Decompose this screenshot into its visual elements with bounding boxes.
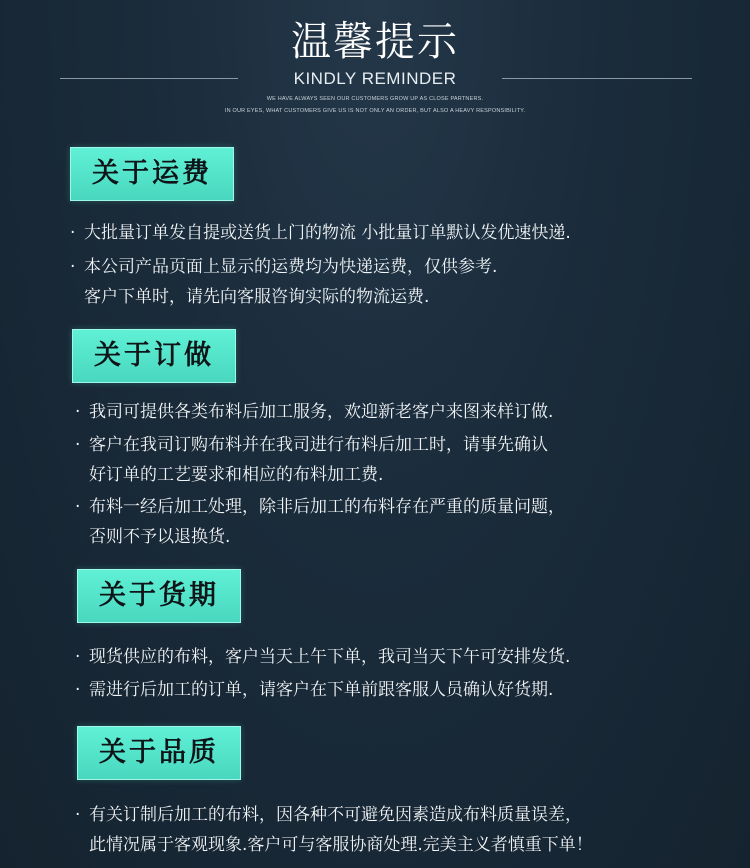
page-header [0,0,750,120]
item-text: 我司可提供各类布料后加工服务，欢迎新老客户来图来样订做. [89,402,554,422]
item-text: 需进行后加工的订单，请客户在下单前跟客服人员确认好货期. [89,680,554,700]
tagline-2: IN OUR EYES, WHAT CUSTOMERS GIVE US IS NOT ONLY AN ORDER, BUT ALSO A HEAVY RESPONSIBILITY. [224,108,526,114]
page-title: 温馨提示 [291,19,459,65]
bullet-icon: · [75,497,81,517]
item-text: 客户在我司订购布料并在我司进行布料后加工时，请事先确认 [89,435,548,455]
section-heading: 关于运费 [70,147,234,201]
item-text-continued: 否则不予以退换货. [89,527,231,547]
bullet-icon: · [70,257,76,277]
item-text: 布料一经后加工处理，除非后加工的布料存在严重的质量问题， [89,497,565,517]
item-text-continued: 好订单的工艺要求和相应的布料加工费. [89,465,384,485]
list-item [70,252,497,312]
item-text: 现货供应的布料，客户当天上午下单，我司当天下午可安排发货. [89,647,571,667]
section-heading: 关于货期 [77,569,241,623]
list-item [75,675,553,705]
bullet-icon: · [75,402,81,422]
item-text-continued: 客户下单时，请先向客服咨询实际的物流运费. [84,287,430,307]
section-heading: 关于品质 [77,726,241,780]
item-text: 本公司产品页面上显示的运费均为快递运费，仅供参考. [84,257,498,277]
list-item [75,800,593,860]
section-heading: 关于订做 [72,329,236,383]
item-text: 有关订制后加工的布料，因各种不可避免因素造成布料质量误差， [89,805,582,825]
list-item [75,492,565,552]
tagline-1: WE HAVE ALWAYS SEEN OUR CUSTOMERS GROW UP AS CLOSE PARTNERS. [266,96,484,102]
item-text-continued: 此情况属于客观现象.客户可与客服协商处理.完美主义者慎重下单！ [89,835,593,855]
list-item [70,218,571,248]
bullet-icon: · [75,647,81,667]
list-item [75,642,570,672]
bullet-icon: · [70,223,76,243]
bullet-icon: · [75,680,81,700]
list-item [75,430,548,490]
page-subtitle: KINDLY REMINDER [293,69,457,88]
divider-right [502,78,692,79]
bullet-icon: · [75,435,81,455]
item-text: 大批量订单发自提或送货上门的物流 小批量订单默认发优速快递. [84,223,571,243]
list-item [75,397,553,427]
bullet-icon: · [75,805,81,825]
